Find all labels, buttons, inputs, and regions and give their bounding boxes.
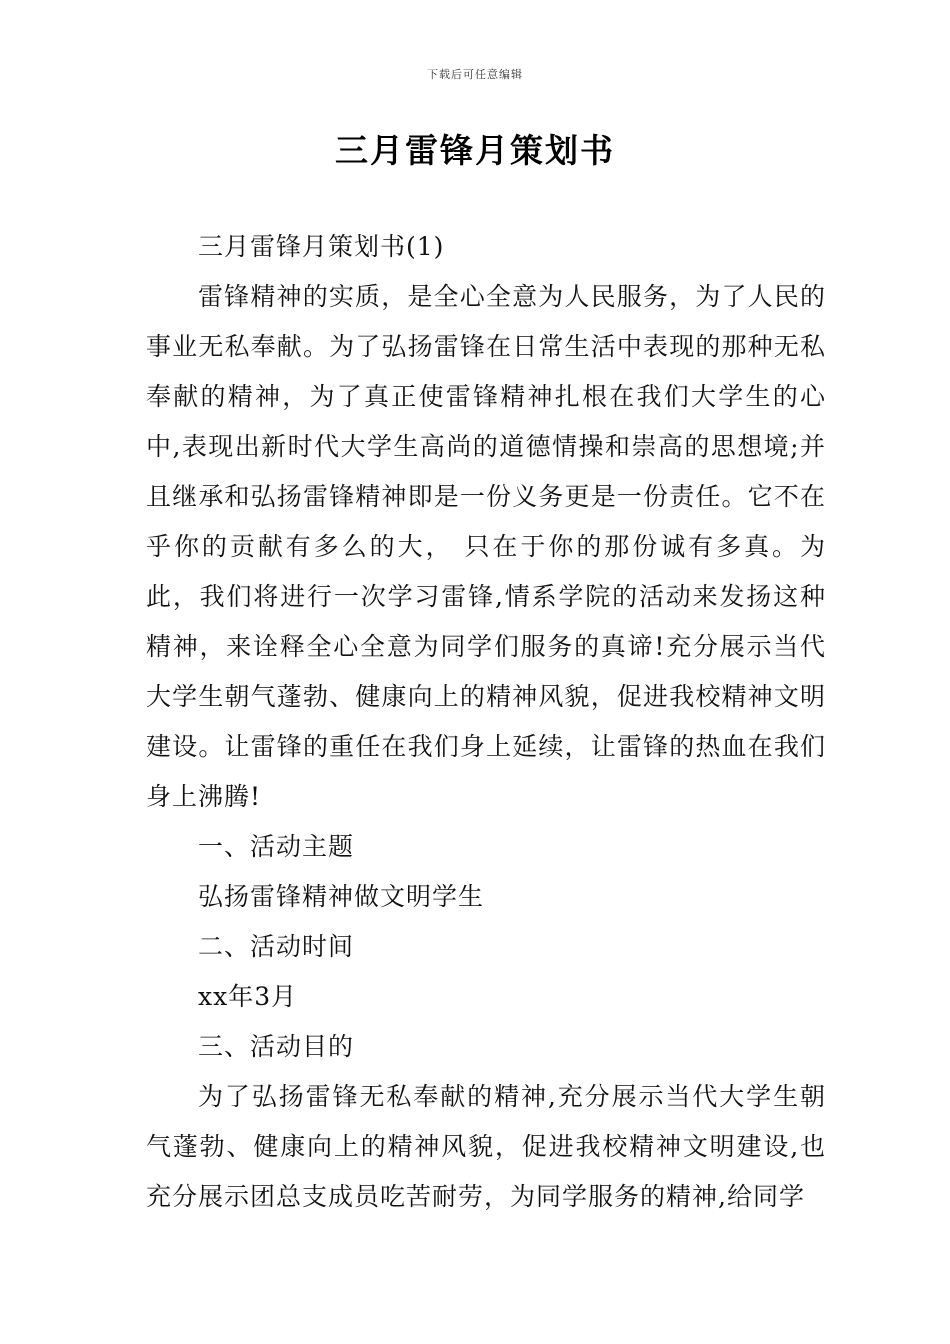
time-paragraph: xx年3月 — [198, 982, 298, 1011]
document-body — [146, 222, 826, 1222]
document-title: 三月雷锋月策划书 — [335, 131, 615, 170]
section-heading-theme: 一、活动主题 — [198, 832, 355, 861]
header-note: 下载后可任意编辑 — [427, 68, 523, 81]
intro-paragraph: 雷锋精神的实质，是全心全意为人民服务，为了人民的事业无私奉献。为了弘扬雷锋在日常生活中表现的那种无私奉献的精神，为了真正使雷锋精神扎根在我们大学生的心中,表现出新时代大学生高尚的道德情操和崇高的思想境;并且继承和弘扬雷锋精神即是一份义务更是一份责任。它不在乎你的贡献有多么的大， 只在于你的那份诚有多真。为此，我们将进行一次学习雷锋,情系学院的活动来发扬这种精神，来诠释全心全意为同学们服务的真谛!充分展示当代大学生朝气蓬勃、健康向上的精神风貌，促进我校精神文明建设。让雷锋的重任在我们身上延续，让雷锋的热血在我们身上沸腾! — [146, 282, 826, 811]
subtitle-paragraph: 三月雷锋月策划书(1) — [198, 232, 445, 261]
purpose-paragraph: 为了弘扬雷锋无私奉献的精神,充分展示当代大学生朝气蓬勃、健康向上的精神风貌，促进我校精神文明建设,也充分展示团总支成员吃苦耐劳，为同学服务的精神,给同学 — [146, 1082, 826, 1211]
theme-paragraph: 弘扬雷锋精神做文明学生 — [198, 882, 485, 911]
section-heading-time: 二、活动时间 — [198, 932, 355, 961]
section-heading-purpose: 三、活动目的 — [198, 1032, 355, 1061]
